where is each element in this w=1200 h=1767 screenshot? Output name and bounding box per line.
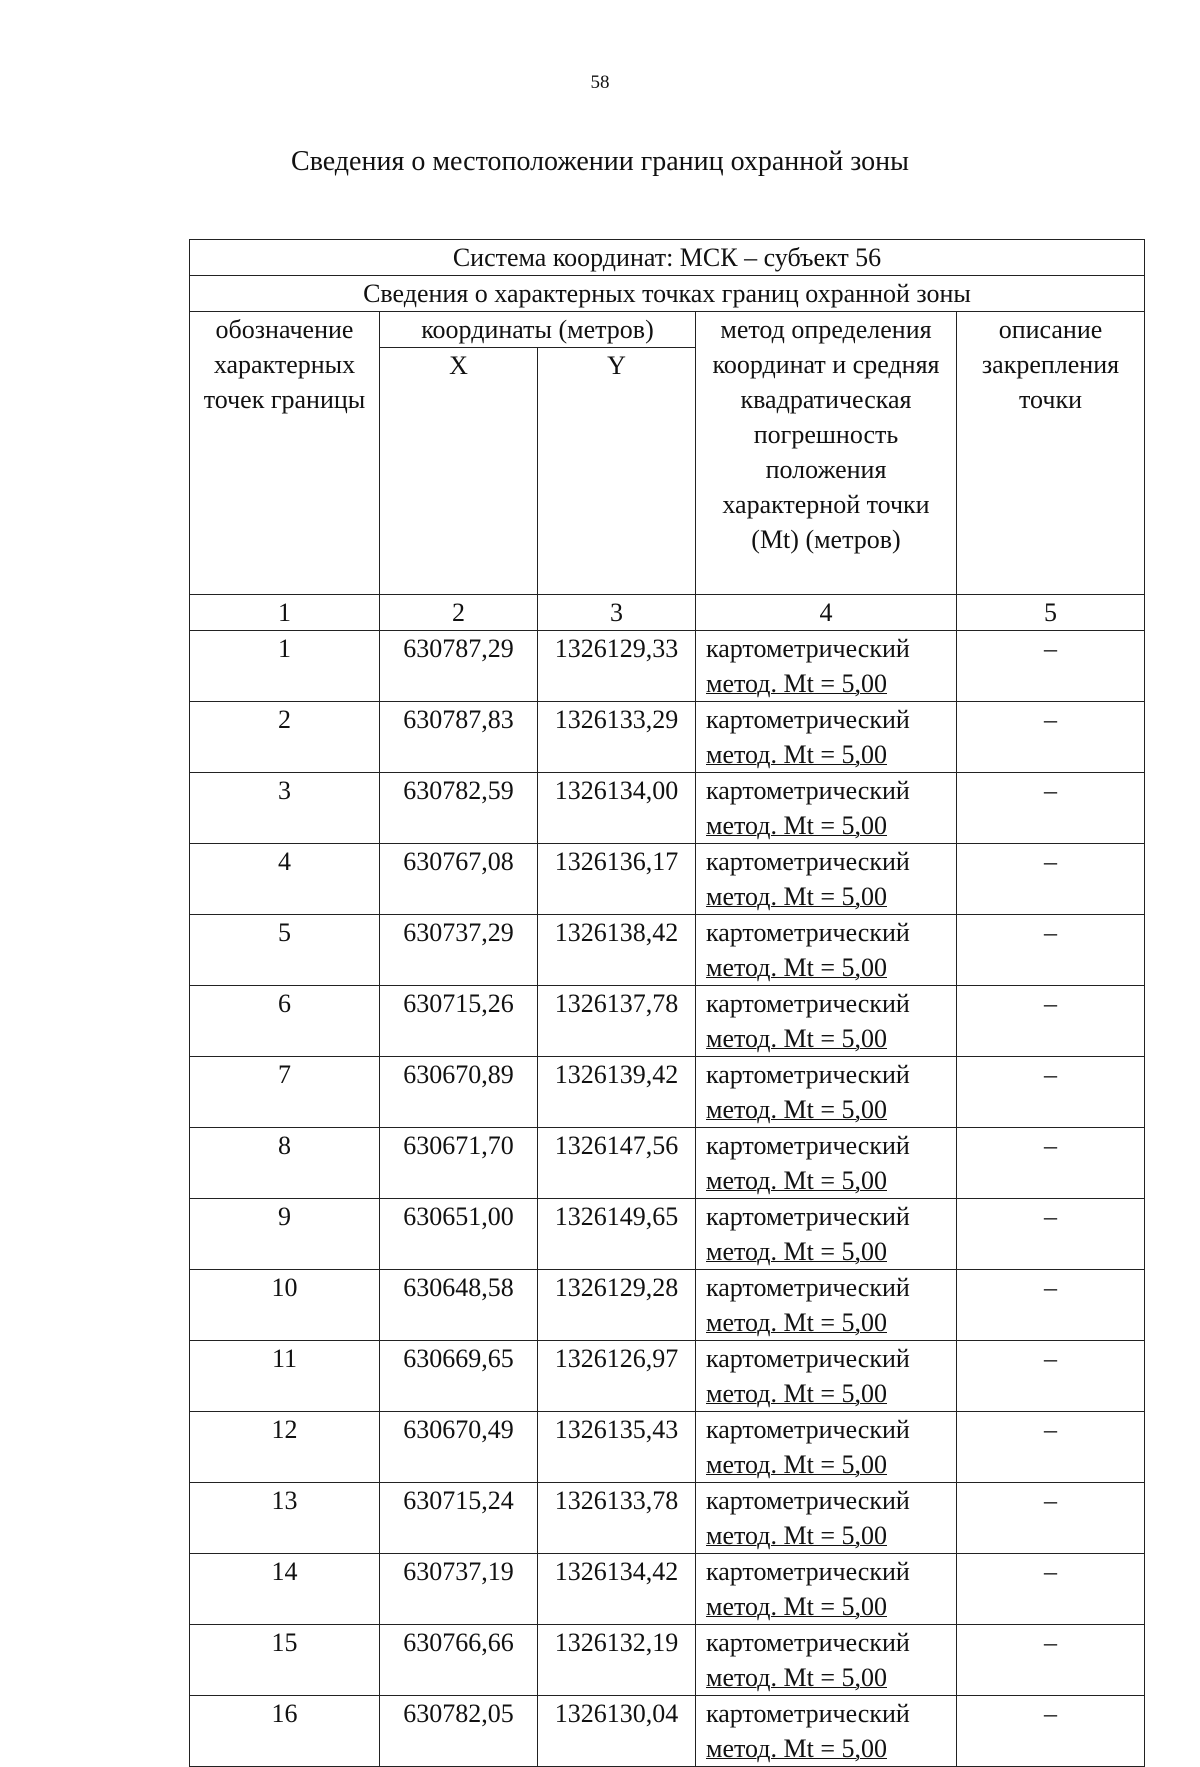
fixing-description: –	[957, 1128, 1145, 1199]
coordinate-x: 630782,59	[380, 773, 538, 844]
fixing-description: –	[957, 702, 1145, 773]
method-line-2: метод. Mt = 5,00	[706, 669, 887, 698]
fixing-description: –	[957, 1554, 1145, 1625]
method-line-1: картометрический	[706, 1486, 910, 1515]
column-number: 2	[380, 595, 538, 631]
table-row	[190, 1057, 1145, 1128]
coordinate-x: 630669,65	[380, 1341, 538, 1412]
method-line-2: метод. Mt = 5,00	[706, 740, 887, 769]
header-description: описание закрепления точки	[957, 312, 1145, 595]
point-designation: 3	[190, 773, 380, 844]
coordinate-y: 1326138,42	[538, 915, 696, 986]
fixing-description: –	[957, 1696, 1145, 1767]
points-info-header: Сведения о характерных точках границ охранной зоны	[190, 276, 1145, 312]
point-designation: 1	[190, 631, 380, 702]
method-line-2: метод. Mt = 5,00	[706, 1237, 887, 1266]
method-cell	[696, 1412, 957, 1483]
coordinate-y: 1326136,17	[538, 844, 696, 915]
table-row	[190, 1554, 1145, 1625]
method-line-1: картометрический	[706, 1344, 910, 1373]
header-x: X	[380, 348, 538, 595]
method-line-2: метод. Mt = 5,00	[706, 1166, 887, 1195]
coordinate-y: 1326132,19	[538, 1625, 696, 1696]
coordinate-y: 1326135,43	[538, 1412, 696, 1483]
column-number: 4	[696, 595, 957, 631]
table-row	[190, 986, 1145, 1057]
coordinate-x: 630787,83	[380, 702, 538, 773]
table-row	[190, 1341, 1145, 1412]
method-line-1: картометрический	[706, 1557, 910, 1586]
table-row	[190, 1199, 1145, 1270]
table-row	[190, 702, 1145, 773]
table-row	[190, 1625, 1145, 1696]
coordinate-x: 630787,29	[380, 631, 538, 702]
fixing-description: –	[957, 1341, 1145, 1412]
method-cell	[696, 844, 957, 915]
table-row	[190, 1696, 1145, 1767]
point-designation: 5	[190, 915, 380, 986]
table-row	[190, 1412, 1145, 1483]
header-method: метод определения координат и средняя квадратическая погрешность положения характерной точки (Mt) (метров)	[696, 312, 957, 595]
method-line-1: картометрический	[706, 918, 910, 947]
point-designation: 2	[190, 702, 380, 773]
table-row	[190, 1270, 1145, 1341]
method-line-2: метод. Mt = 5,00	[706, 1308, 887, 1337]
method-cell	[696, 1199, 957, 1270]
method-line-1: картометрический	[706, 847, 910, 876]
column-number: 3	[538, 595, 696, 631]
method-line-1: картометрический	[706, 776, 910, 805]
fixing-description: –	[957, 986, 1145, 1057]
coordinate-y: 1326147,56	[538, 1128, 696, 1199]
method-cell	[696, 1554, 957, 1625]
method-line-2: метод. Mt = 5,00	[706, 1521, 887, 1550]
method-line-1: картометрический	[706, 705, 910, 734]
method-cell	[696, 1483, 957, 1554]
coordinate-y: 1326130,04	[538, 1696, 696, 1767]
method-cell	[696, 1057, 957, 1128]
method-cell	[696, 1625, 957, 1696]
coordinate-x: 630766,66	[380, 1625, 538, 1696]
header-row-info	[190, 276, 1145, 312]
coordinates-table	[189, 239, 1145, 1767]
table-row	[190, 1128, 1145, 1199]
point-designation: 16	[190, 1696, 380, 1767]
coordinate-x: 630670,89	[380, 1057, 538, 1128]
method-line-1: картометрический	[706, 1415, 910, 1444]
coordinate-y: 1326149,65	[538, 1199, 696, 1270]
method-line-2: метод. Mt = 5,00	[706, 1095, 887, 1124]
coordinate-x: 630651,00	[380, 1199, 538, 1270]
method-cell	[696, 915, 957, 986]
coordinate-y: 1326137,78	[538, 986, 696, 1057]
method-line-2: метод. Mt = 5,00	[706, 1024, 887, 1053]
method-cell	[696, 702, 957, 773]
document-title: Сведения о местоположении границ охранной зоны	[291, 146, 909, 177]
coordinate-x: 630737,19	[380, 1554, 538, 1625]
coordinate-x: 630737,29	[380, 915, 538, 986]
column-number-row	[190, 595, 1145, 631]
method-line-2: метод. Mt = 5,00	[706, 1734, 887, 1763]
method-cell	[696, 1341, 957, 1412]
coordinate-x: 630671,70	[380, 1128, 538, 1199]
method-line-2: метод. Mt = 5,00	[706, 811, 887, 840]
fixing-description: –	[957, 773, 1145, 844]
coordinate-y: 1326126,97	[538, 1341, 696, 1412]
coordinate-x: 630648,58	[380, 1270, 538, 1341]
header-designation: обозначение характерных точек границы	[190, 312, 380, 595]
method-line-1: картометрический	[706, 634, 910, 663]
coordinate-x: 630782,05	[380, 1696, 538, 1767]
coordinate-x: 630715,24	[380, 1483, 538, 1554]
fixing-description: –	[957, 844, 1145, 915]
coordinate-y: 1326134,42	[538, 1554, 696, 1625]
point-designation: 9	[190, 1199, 380, 1270]
method-cell	[696, 1696, 957, 1767]
coordinate-y: 1326139,42	[538, 1057, 696, 1128]
point-designation: 8	[190, 1128, 380, 1199]
table-row	[190, 844, 1145, 915]
fixing-description: –	[957, 631, 1145, 702]
method-cell	[696, 773, 957, 844]
method-cell	[696, 1270, 957, 1341]
fixing-description: –	[957, 1483, 1145, 1554]
method-line-1: картометрический	[706, 989, 910, 1018]
point-designation: 4	[190, 844, 380, 915]
fixing-description: –	[957, 1199, 1145, 1270]
header-row-system	[190, 240, 1145, 276]
coordinate-y: 1326134,00	[538, 773, 696, 844]
coordinate-y: 1326133,78	[538, 1483, 696, 1554]
method-line-1: картометрический	[706, 1060, 910, 1089]
point-designation: 7	[190, 1057, 380, 1128]
method-line-1: картометрический	[706, 1202, 910, 1231]
method-line-2: метод. Mt = 5,00	[706, 1379, 887, 1408]
column-number: 5	[957, 595, 1145, 631]
fixing-description: –	[957, 1625, 1145, 1696]
method-line-2: метод. Mt = 5,00	[706, 882, 887, 911]
coordinate-x: 630767,08	[380, 844, 538, 915]
fixing-description: –	[957, 915, 1145, 986]
method-line-2: метод. Mt = 5,00	[706, 1592, 887, 1621]
method-line-1: картометрический	[706, 1628, 910, 1657]
point-designation: 13	[190, 1483, 380, 1554]
coordinate-x: 630670,49	[380, 1412, 538, 1483]
header-y: Y	[538, 348, 696, 595]
fixing-description: –	[957, 1412, 1145, 1483]
column-number: 1	[190, 595, 380, 631]
method-line-2: метод. Mt = 5,00	[706, 953, 887, 982]
method-cell	[696, 1128, 957, 1199]
header-coordinates: координаты (метров)	[380, 312, 696, 348]
method-cell	[696, 631, 957, 702]
coordinate-y: 1326129,33	[538, 631, 696, 702]
fixing-description: –	[957, 1057, 1145, 1128]
coordinate-system-header: Система координат: МСК – субъект 56	[190, 240, 1145, 276]
method-line-2: метод. Mt = 5,00	[706, 1450, 887, 1479]
method-cell	[696, 986, 957, 1057]
point-designation: 14	[190, 1554, 380, 1625]
point-designation: 6	[190, 986, 380, 1057]
table-row	[190, 915, 1145, 986]
page-number: 58	[590, 72, 610, 93]
method-line-1: картометрический	[706, 1131, 910, 1160]
point-designation: 11	[190, 1341, 380, 1412]
coordinate-y: 1326129,28	[538, 1270, 696, 1341]
table-row	[190, 631, 1145, 702]
point-designation: 15	[190, 1625, 380, 1696]
method-line-1: картометрический	[706, 1699, 910, 1728]
point-designation: 10	[190, 1270, 380, 1341]
point-designation: 12	[190, 1412, 380, 1483]
method-line-1: картометрический	[706, 1273, 910, 1302]
table-row	[190, 773, 1145, 844]
method-line-2: метод. Mt = 5,00	[706, 1663, 887, 1692]
coordinate-y: 1326133,29	[538, 702, 696, 773]
table-row	[190, 1483, 1145, 1554]
fixing-description: –	[957, 1270, 1145, 1341]
coordinate-x: 630715,26	[380, 986, 538, 1057]
header-row-columns	[190, 312, 1145, 348]
